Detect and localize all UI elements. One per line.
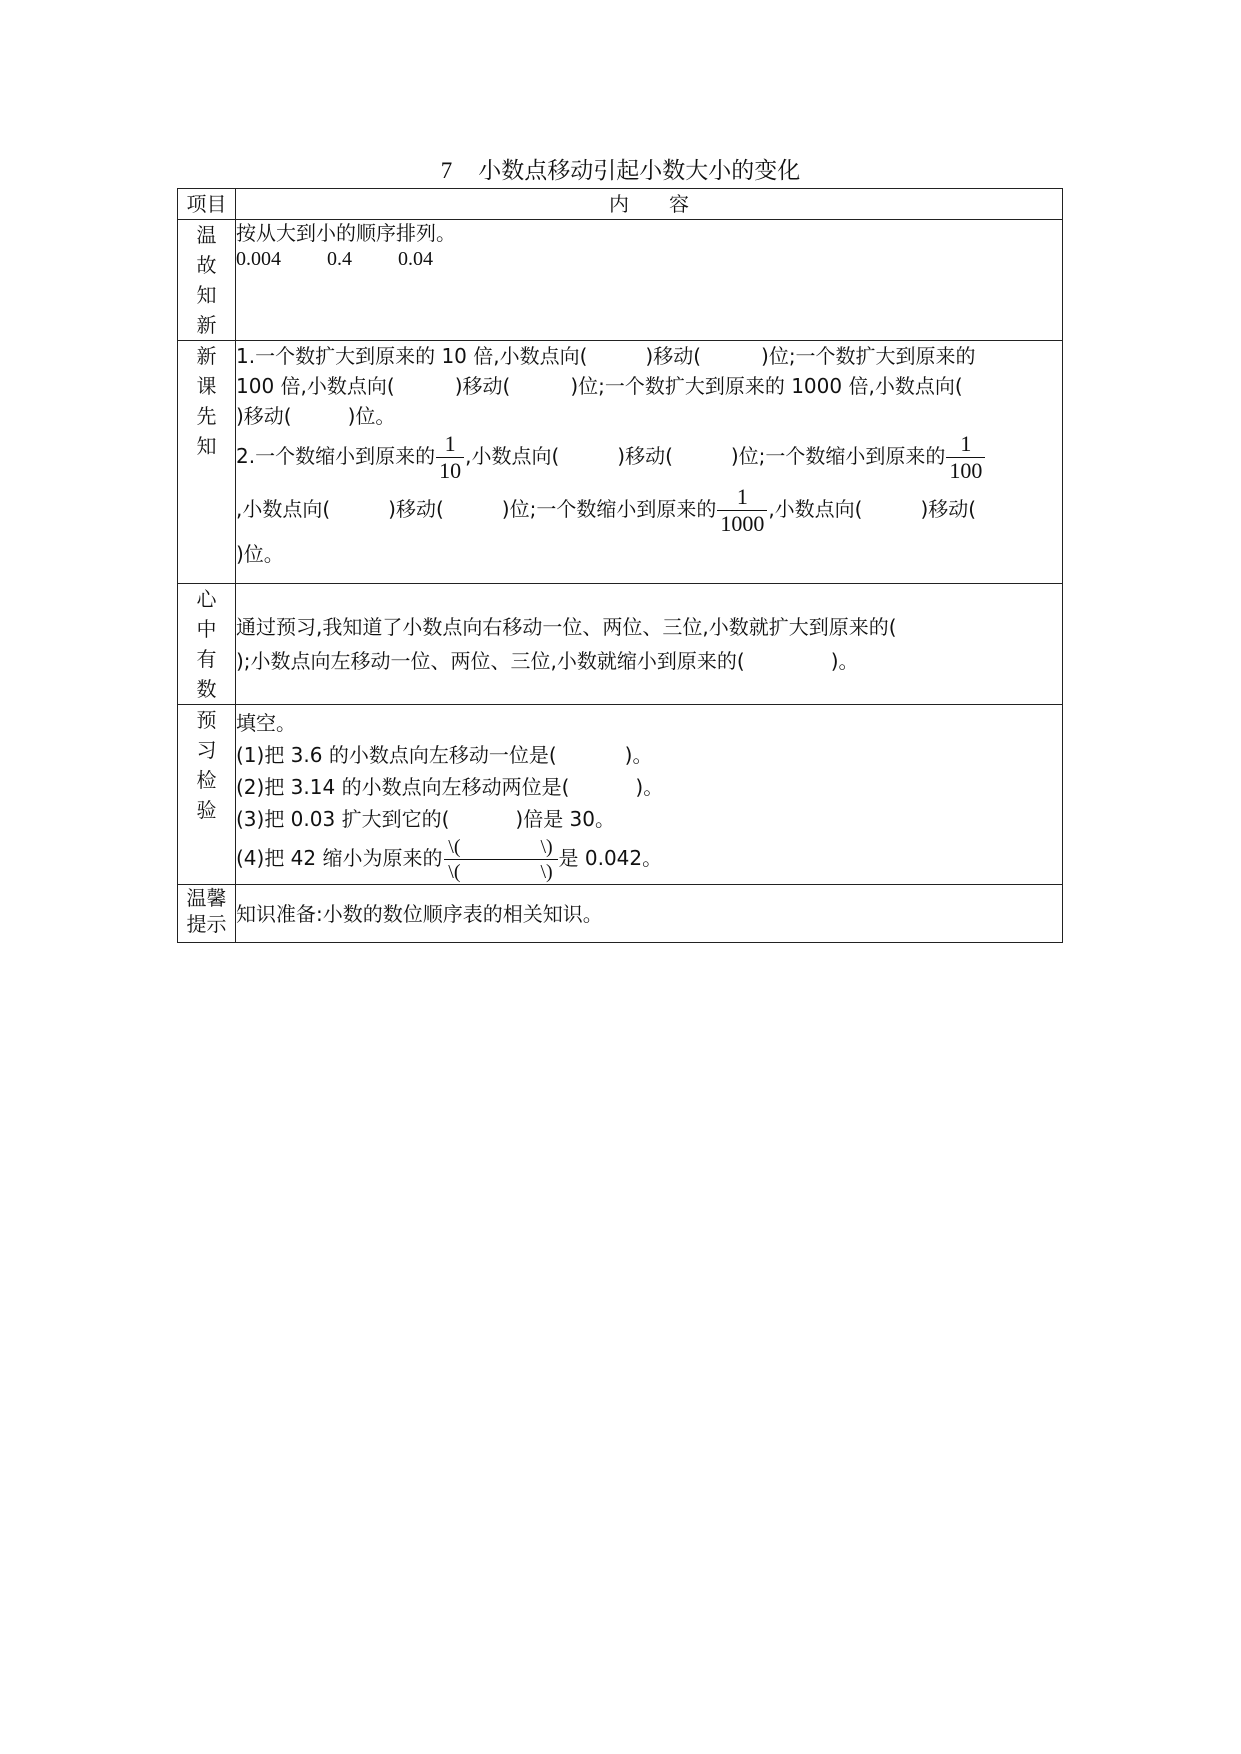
label-tip: 温馨 提示 (178, 885, 236, 943)
review-numbers: 0.004 0.4 0.04 (236, 248, 433, 270)
header-row (178, 189, 1063, 220)
row-tip (178, 885, 1063, 943)
label-check: 预 习 检 验 (178, 705, 236, 885)
check-question-4: (4)把 42 缩小为原来的 $\frac{\backslash( \backslash)}{\backslash( \backslash)}$ 是 0.042。 (236, 836, 663, 883)
content-preview (236, 341, 1063, 584)
lesson-number: 7 (440, 158, 453, 183)
content-check (236, 705, 1063, 885)
fraction-one-tenth: $\frac{1}{10}$ (436, 431, 464, 484)
check-intro: 填空。 (236, 711, 296, 735)
row-preview (178, 341, 1063, 584)
check-question-1: (1)把 3.6 的小数点向左移动一位是( )。 (236, 743, 653, 767)
review-instruction: 按从大到小的顺序排列。 (236, 221, 456, 245)
check-question-3: (3)把 0.03 扩大到它的( )倍是 30。 (236, 807, 615, 831)
fraction-blank: $\frac{\backslash( \backslash)}{\backslash( \backslash)}$ (444, 835, 558, 884)
label-summary: 心 中 有 数 (178, 584, 236, 705)
label-review: 温 故 知 新 (178, 220, 236, 341)
summary-line-1: 通过预习,我知道了小数点向右移动一位、两位、三位,小数就扩大到原来的( (236, 615, 897, 639)
content-tip: 知识准备:小数的数位顺序表的相关知识。 (236, 885, 1063, 943)
fraction-one-hundredth: $\frac{1}{100}$ (946, 431, 985, 484)
worksheet-table (177, 188, 1063, 943)
fraction-one-thousandth: $\frac{1}{1000}$ (717, 484, 767, 537)
worksheet-title (0, 156, 1241, 186)
preview-question-1: 1.一个数扩大到原来的 10 倍,小数点向( )移动( )位;一个数扩大到原来的 100 倍,小数点向( )移动( )位;一个数扩大到原来的 1000 倍,小数点向( )移动( )位。 (236, 344, 976, 428)
header-item: 项目 (178, 189, 236, 220)
label-preview: 新 课 先 知 (178, 341, 236, 584)
header-content: 内 容 (236, 189, 1063, 220)
check-question-2: (2)把 3.14 的小数点向左移动两位是( )。 (236, 775, 664, 799)
row-summary (178, 584, 1063, 705)
lesson-title: 小数点移动引起小数大小的变化 (478, 158, 801, 184)
content-summary (236, 584, 1063, 705)
preview-question-2: 2.一个数缩小到原来的 $\frac{1}{10}$ ,小数点向( )移动( )位;一个数缩小到原来的 $\frac{1}{100}$ ,小数点向( )移动( )位;一个数缩小到原来的 $\frac{1}{1000}$ ,小数点向( )移动( )位。 (236, 431, 1062, 571)
summary-line-2: );小数点向左移动一位、两位、三位,小数就缩小到原来的( )。 (236, 649, 859, 673)
row-check (178, 705, 1063, 885)
row-review (178, 220, 1063, 341)
content-review (236, 220, 1063, 341)
